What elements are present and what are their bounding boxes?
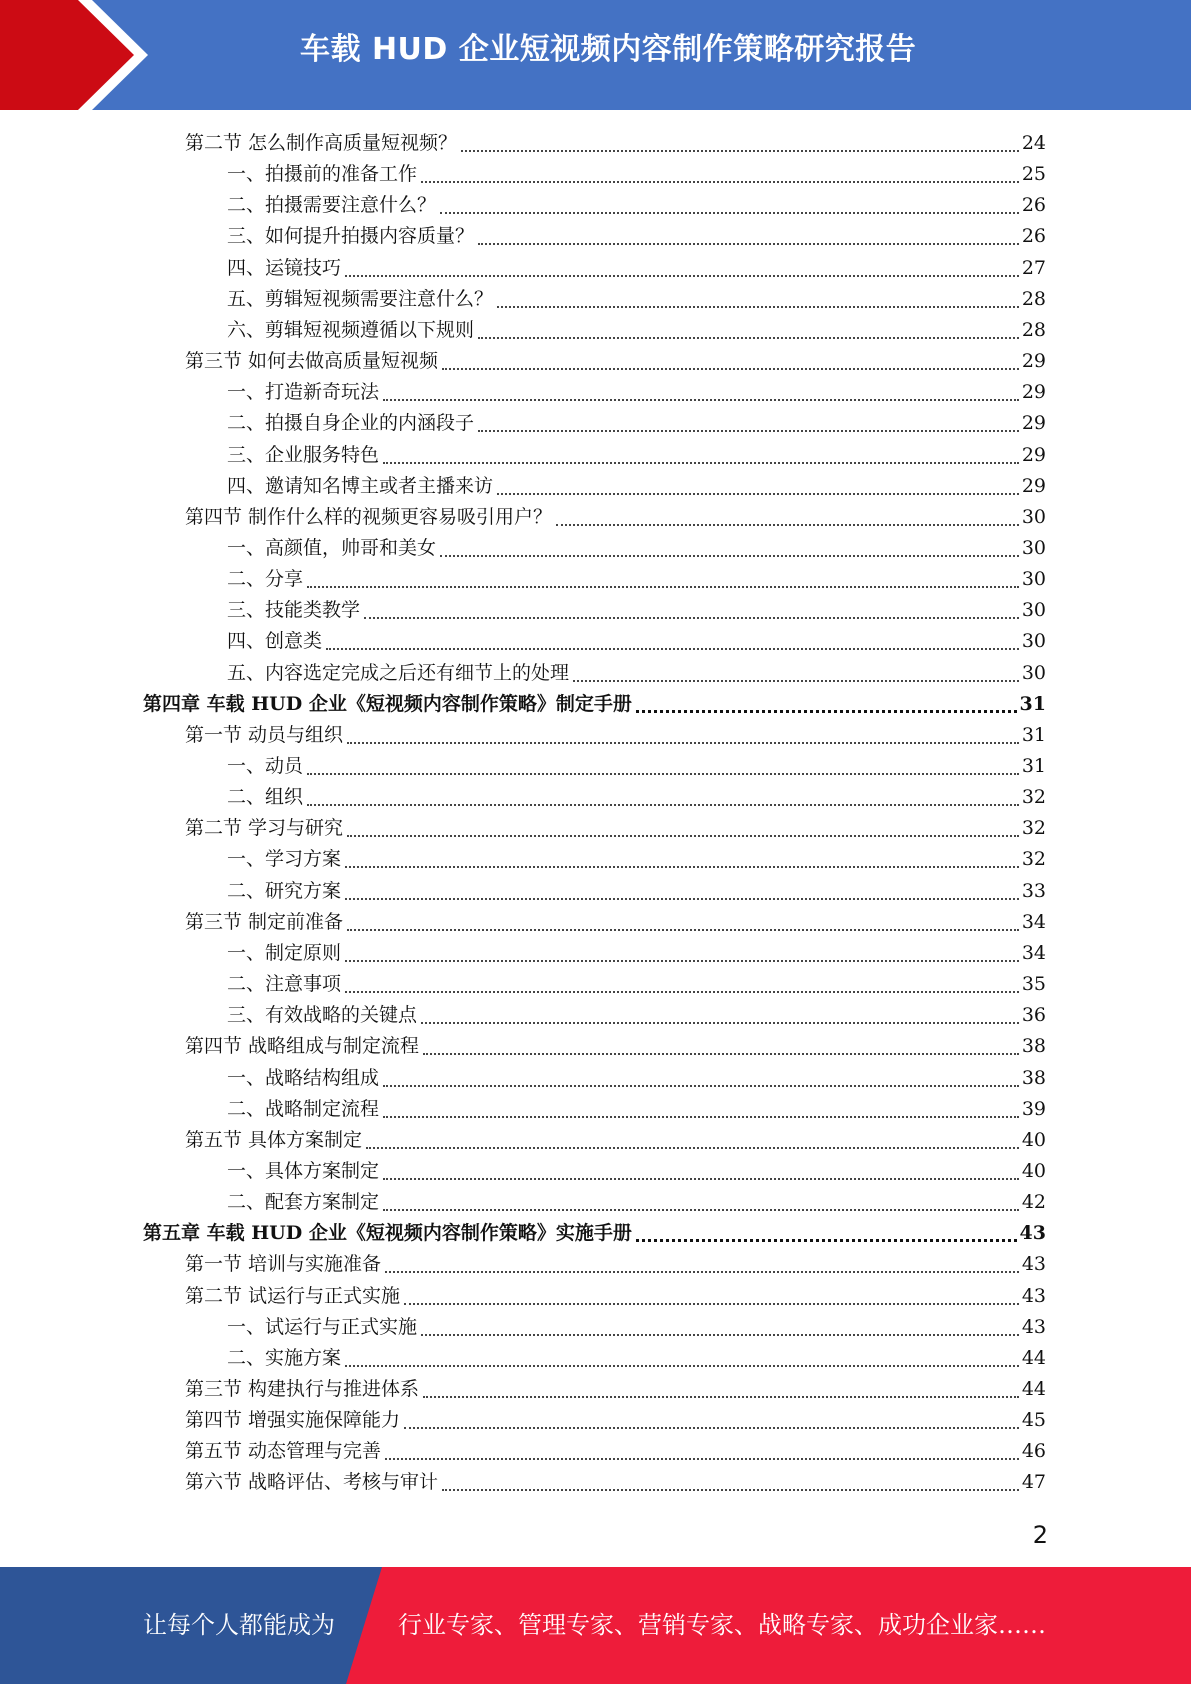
toc-entry-page: 30 xyxy=(1021,661,1046,684)
toc-entry-title: 第二节 试运行与正式实施 xyxy=(185,1284,401,1307)
toc-subsection-entry[interactable] xyxy=(227,1312,1046,1343)
toc-dot-leader xyxy=(636,1239,1017,1242)
toc-dot-leader xyxy=(383,1178,1019,1180)
toc-entry-title: 第五节 具体方案制定 xyxy=(185,1128,363,1151)
toc-entry-page: 27 xyxy=(1021,256,1046,279)
toc-entry-title: 六、剪辑短视频遵循以下规则 xyxy=(227,318,475,341)
toc-subsection-entry[interactable] xyxy=(227,533,1046,564)
toc-subsection-entry[interactable] xyxy=(227,440,1046,471)
toc-entry-page: 38 xyxy=(1021,1035,1046,1058)
toc-entry-title: 二、配套方案制定 xyxy=(227,1191,380,1214)
toc-entry-page: 44 xyxy=(1021,1346,1046,1369)
toc-entry-title: 二、分享 xyxy=(227,568,304,591)
toc-entry-title: 三、技能类教学 xyxy=(227,599,361,622)
toc-dot-leader xyxy=(383,462,1019,464)
toc-entry-title: 第三节 制定前准备 xyxy=(185,910,344,933)
toc-entry-page: 40 xyxy=(1021,1128,1046,1151)
toc-dot-leader xyxy=(442,368,1019,370)
toc-section-entry[interactable] xyxy=(185,502,1046,533)
toc-entry-title: 一、学习方案 xyxy=(227,848,342,871)
toc-dot-leader xyxy=(440,212,1019,214)
toc-dot-leader xyxy=(440,555,1019,557)
toc-entry-page: 38 xyxy=(1021,1066,1046,1089)
toc-dot-leader xyxy=(364,617,1019,619)
page-footer xyxy=(0,1567,1191,1684)
toc-section-entry[interactable] xyxy=(185,128,1046,159)
toc-entry-title: 一、打造新奇玩法 xyxy=(227,381,380,404)
toc-section-entry[interactable] xyxy=(185,1031,1046,1062)
toc-entry-title: 三、如何提升拍摄内容质量？ xyxy=(227,225,475,248)
toc-subsection-entry[interactable] xyxy=(227,595,1046,626)
toc-dot-leader xyxy=(345,991,1019,993)
toc-subsection-entry[interactable] xyxy=(227,751,1046,782)
toc-subsection-entry[interactable] xyxy=(227,315,1046,346)
toc-entry-page: 26 xyxy=(1021,225,1046,248)
toc-section-entry[interactable] xyxy=(185,1405,1046,1436)
toc-subsection-entry[interactable] xyxy=(227,190,1046,221)
toc-dot-leader xyxy=(421,181,1019,183)
toc-section-entry[interactable] xyxy=(185,1467,1046,1498)
toc-entry-page: 24 xyxy=(1021,132,1046,154)
toc-section-entry[interactable] xyxy=(185,1374,1046,1405)
toc-entry-page: 31 xyxy=(1021,723,1046,746)
toc-subsection-entry[interactable] xyxy=(227,408,1046,439)
toc-entry-title: 一、具体方案制定 xyxy=(227,1159,380,1182)
toc-dot-leader xyxy=(478,430,1019,432)
toc-entry-title: 第四节 制作什么样的视频更容易吸引用户？ xyxy=(185,505,553,528)
toc-entry-title: 四、运镜技巧 xyxy=(227,256,342,279)
toc-entry-title: 三、有效战略的关键点 xyxy=(227,1004,418,1027)
toc-section-entry[interactable] xyxy=(185,346,1046,377)
page-number: 2 xyxy=(1032,1521,1048,1549)
toc-section-entry[interactable] xyxy=(185,720,1046,751)
toc-dot-leader xyxy=(404,1303,1019,1305)
toc-dot-leader xyxy=(478,243,1019,245)
page-header xyxy=(0,0,1191,110)
toc-subsection-entry[interactable] xyxy=(227,1000,1046,1031)
toc-dot-leader xyxy=(347,929,1019,931)
toc-entry-title: 第三节 构建执行与推进体系 xyxy=(185,1378,420,1400)
toc-entry-page: 31 xyxy=(1021,755,1046,777)
toc-entry-page: 35 xyxy=(1021,973,1046,996)
toc-entry-page: 29 xyxy=(1021,443,1046,466)
toc-dot-leader xyxy=(497,493,1019,495)
toc-entry-title: 一、高颜值，帅哥和美女 xyxy=(227,536,437,559)
toc-dot-leader xyxy=(383,1209,1019,1211)
toc-entry-page: 34 xyxy=(1021,941,1046,964)
toc-dot-leader xyxy=(347,742,1019,744)
toc-subsection-entry[interactable] xyxy=(227,626,1046,657)
toc-entry-page: 34 xyxy=(1021,910,1046,933)
toc-entry-title: 第五章 车载 HUD 企业《短视频内容制作策略》实施手册 xyxy=(143,1222,632,1245)
toc-entry-page: 32 xyxy=(1021,786,1046,809)
toc-entry-title: 第一节 动员与组织 xyxy=(185,723,344,746)
toc-subsection-entry[interactable] xyxy=(227,938,1046,969)
toc-entry-page: 29 xyxy=(1021,412,1046,435)
toc-dot-leader xyxy=(385,1458,1019,1460)
toc-entry-page: 32 xyxy=(1021,817,1046,840)
toc-entry-title: 二、注意事项 xyxy=(227,973,342,996)
toc-dot-leader xyxy=(442,1489,1019,1491)
toc-subsection-entry[interactable] xyxy=(227,1156,1046,1187)
toc-dot-leader xyxy=(421,1334,1019,1336)
toc-entry-title: 第四章 车载 HUD 企业《短视频内容制作策略》制定手册 xyxy=(143,692,632,715)
toc-entry-title: 一、试运行与正式实施 xyxy=(227,1315,418,1338)
toc-dot-leader xyxy=(556,524,1019,526)
toc-subsection-entry[interactable] xyxy=(227,471,1046,502)
toc-dot-leader xyxy=(423,1053,1019,1055)
toc-entry-title: 二、战略制定流程 xyxy=(227,1097,380,1120)
toc-subsection-entry[interactable] xyxy=(227,253,1046,284)
toc-section-entry[interactable] xyxy=(185,1249,1046,1280)
toc-dot-leader xyxy=(366,1147,1019,1149)
toc-dot-leader xyxy=(421,1022,1019,1024)
toc-entry-page: 36 xyxy=(1021,1004,1046,1027)
toc-entry-page: 30 xyxy=(1021,536,1046,559)
toc-entry-title: 第五节 动态管理与完善 xyxy=(185,1440,382,1463)
arrow-decoration xyxy=(0,0,160,110)
toc-entry-page: 43 xyxy=(1021,1253,1046,1276)
toc-entry-title: 一、拍摄前的准备工作 xyxy=(227,163,418,186)
toc-dot-leader xyxy=(345,275,1019,277)
toc-subsection-entry[interactable] xyxy=(227,1063,1046,1094)
toc-dot-leader xyxy=(573,680,1019,682)
toc-dot-leader xyxy=(345,1365,1019,1367)
toc-dot-leader xyxy=(345,960,1019,962)
toc-dot-leader xyxy=(636,710,1017,713)
toc-subsection-entry[interactable] xyxy=(227,782,1046,813)
toc-entry-title: 四、邀请知名博主或者主播来访 xyxy=(227,474,494,497)
toc-entry-title: 二、拍摄需要注意什么？ xyxy=(227,194,437,217)
toc-entry-page: 42 xyxy=(1021,1191,1046,1214)
toc-entry-title: 二、组织 xyxy=(227,786,304,809)
toc-dot-leader xyxy=(423,1396,1019,1398)
toc-subsection-entry[interactable] xyxy=(227,658,1046,689)
toc-entry-title: 一、动员 xyxy=(227,755,304,777)
toc-entry-page: 30 xyxy=(1021,599,1046,622)
toc-entry-page: 33 xyxy=(1021,879,1046,902)
toc-entry-title: 五、内容选定完成之后还有细节上的处理 xyxy=(227,661,570,684)
toc-entry-page: 25 xyxy=(1021,163,1046,186)
toc-entry-title: 第三节 如何去做高质量短视频 xyxy=(185,350,439,373)
toc-entry-title: 四、创意类 xyxy=(227,630,323,653)
toc-entry-title: 第四节 增强实施保障能力 xyxy=(185,1409,401,1432)
toc-chapter-entry[interactable] xyxy=(143,689,1046,720)
toc-subsection-entry[interactable] xyxy=(227,284,1046,315)
toc-entry-page: 28 xyxy=(1021,287,1046,310)
toc-dot-leader xyxy=(307,804,1019,806)
toc-entry-title: 五、剪辑短视频需要注意什么？ xyxy=(227,287,494,310)
toc-dot-leader xyxy=(307,773,1019,775)
toc-entry-page: 29 xyxy=(1021,381,1046,404)
toc-subsection-entry[interactable] xyxy=(227,844,1046,875)
toc-entry-page: 46 xyxy=(1021,1440,1046,1463)
toc-section-entry[interactable] xyxy=(185,1281,1046,1312)
toc-section-entry[interactable] xyxy=(185,813,1046,844)
toc-entry-title: 第二节 怎么制作高质量短视频？ xyxy=(185,132,458,154)
toc-entry-page: 45 xyxy=(1021,1409,1046,1432)
toc-section-entry[interactable] xyxy=(185,907,1046,938)
toc-dot-leader xyxy=(461,150,1019,152)
toc-dot-leader xyxy=(347,835,1019,837)
toc-subsection-entry[interactable] xyxy=(227,1187,1046,1218)
toc-entry-title: 二、实施方案 xyxy=(227,1346,342,1369)
toc-dot-leader xyxy=(383,1085,1019,1087)
toc-entry-page: 40 xyxy=(1021,1159,1046,1182)
report-title: 车载 HUD 企业短视频内容制作策略研究报告 xyxy=(300,32,917,67)
toc-entry-page: 29 xyxy=(1021,350,1046,373)
toc-dot-leader xyxy=(385,1271,1019,1273)
toc-entry-page: 47 xyxy=(1021,1471,1046,1494)
toc-dot-leader xyxy=(345,866,1019,868)
footer-slogan-left: 让每个人都能成为 xyxy=(143,1611,335,1639)
toc-entry-page: 43 xyxy=(1019,1222,1046,1245)
toc-dot-leader xyxy=(383,399,1019,401)
toc-entry-title: 一、制定原则 xyxy=(227,941,342,964)
toc-dot-leader xyxy=(326,648,1019,650)
toc-entry-page: 43 xyxy=(1021,1284,1046,1307)
toc-entry-title: 二、拍摄自身企业的内涵段子 xyxy=(227,412,475,435)
toc-dot-leader xyxy=(345,898,1019,900)
toc-dot-leader xyxy=(383,1116,1019,1118)
toc-section-entry[interactable] xyxy=(185,1436,1046,1467)
toc-entry-title: 二、研究方案 xyxy=(227,879,342,902)
toc-chapter-entry[interactable] xyxy=(143,1218,1046,1249)
toc-subsection-entry[interactable] xyxy=(227,969,1046,1000)
toc-dot-leader xyxy=(478,337,1019,339)
toc-dot-leader xyxy=(404,1427,1019,1429)
toc-entry-page: 30 xyxy=(1021,505,1046,528)
toc-entry-title: 第二节 学习与研究 xyxy=(185,817,344,840)
toc-entry-title: 第六节 战略评估、考核与审计 xyxy=(185,1471,439,1494)
toc-subsection-entry[interactable] xyxy=(227,1343,1046,1374)
toc-entry-page: 39 xyxy=(1021,1097,1046,1120)
toc-entry-title: 第四节 战略组成与制定流程 xyxy=(185,1035,420,1058)
toc-section-entry[interactable] xyxy=(185,1125,1046,1156)
toc-entry-page: 30 xyxy=(1021,568,1046,591)
footer-slogan-right: 行业专家、管理专家、营销专家、战略专家、成功企业家…… xyxy=(398,1611,1046,1639)
toc-entry-page: 31 xyxy=(1019,692,1046,715)
toc-subsection-entry[interactable] xyxy=(227,377,1046,408)
toc-entry-page: 26 xyxy=(1021,194,1046,217)
toc-dot-leader xyxy=(307,586,1019,588)
toc-subsection-entry[interactable] xyxy=(227,159,1046,190)
toc-entry-title: 三、企业服务特色 xyxy=(227,443,380,466)
toc-entry-page: 43 xyxy=(1021,1315,1046,1338)
toc-subsection-entry[interactable] xyxy=(227,876,1046,907)
toc-entry-title: 一、战略结构组成 xyxy=(227,1066,380,1089)
toc-subsection-entry[interactable] xyxy=(227,564,1046,595)
toc-entry-page: 28 xyxy=(1021,318,1046,341)
toc-entry-page: 44 xyxy=(1021,1378,1046,1400)
toc-entry-page: 32 xyxy=(1021,848,1046,871)
toc-subsection-entry[interactable] xyxy=(227,1094,1046,1125)
toc-entry-title: 第一节 培训与实施准备 xyxy=(185,1253,382,1276)
toc-subsection-entry[interactable] xyxy=(227,221,1046,252)
toc-entry-page: 29 xyxy=(1021,474,1046,497)
toc-entry-page: 30 xyxy=(1021,630,1046,653)
toc-dot-leader xyxy=(497,306,1019,308)
